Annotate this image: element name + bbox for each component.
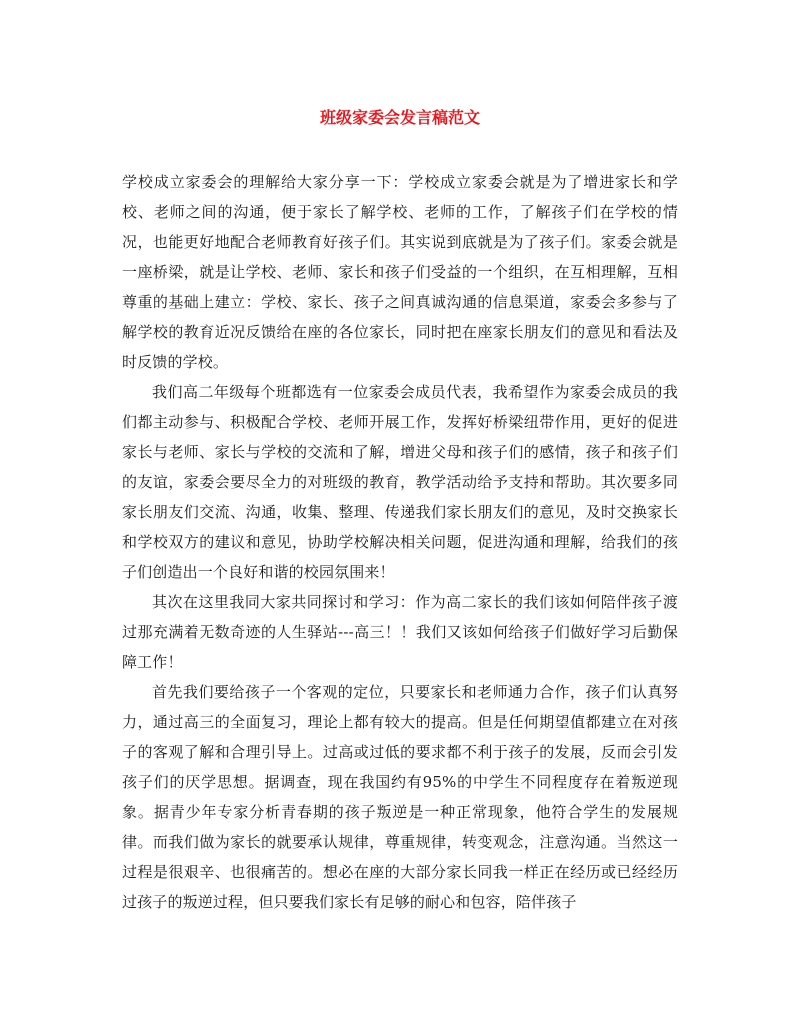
paragraph-1: 学校成立家委会的理解给大家分享一下：学校成立家委会就是为了增进家长和学校、老师之间的沟通，便于家长了解学校、老师的工作，了解孩子们在学校的情况，也能更好地配合老师教育好孩子们。其实说到底就是为了孩子们。家委会就是一座桥梁，就是让学校、老师、家长和孩子们受益的一个组织，在互相理解，互相尊重的基础上建立：学校、家长、孩子之间真诚沟通的信息渠道，家委会多参与了解学校的教育近况反馈给在座的各位家长，同时把在座家长朋友们的意见和看法及时反馈的学校。 — [122, 173, 678, 371]
paragraph-4: 首先我们要给孩子一个客观的定位，只要家长和老师通力合作，孩子们认真努力，通过高三的全面复习，理论上都有较大的提高。但是任何期望值都建立在对孩子的客观了解和合理引导上。过高或过低的要求都不利于孩子的发展，反而会引发孩子们的厌学思想。据调查，现在我国约有95%的中学生不同程度存在着叛逆现象。据青少年专家分析青春期的孩子叛逆是一种正常现象，他符合学生的发展规律。而我们做为家长的就要承认规律，尊重规律，转变观念，注意沟通。当然这一过程是很艰辛、也很痛苦的。想必在座的大部分家长同我一样正在经历或已经经历过孩子的叛逆过程，但只要我们家长有足够的耐心和包容，陪伴孩子 — [122, 683, 678, 911]
document-title: 班级家委会发言稿范文 — [319, 108, 480, 127]
paragraph-3: 其次在这里我同大家共同探讨和学习：作为高二家长的我们该如何陪伴孩子渡过那充满着无数奇迹的人生驿站---高三！！我们又该如何给孩子们做好学习后勤保障工作！ — [122, 593, 678, 671]
paragraph-2: 我们高二年级每个班都选有一位家委会成员代表，我希望作为家委会成员的我们都主动参与、积极配合学校、老师开展工作，发挥好桥梁纽带作用，更好的促进家长与老师、家长与学校的交流和了解，增进父母和孩子们的感情，孩子和孩子们的友谊，家委会要尽全力的对班级的教育，教学活动给予支持和帮助。其次要多同家长朋友们交流、沟通，收集、整理、传递我们家长朋友们的意见，及时交换家长和学校双方的建议和意见，协助学校解决相关问题，促进沟通和理解，给我们的孩子们创造出一个良好和谐的校园氛围来！ — [122, 383, 678, 581]
document-body — [122, 167, 678, 917]
